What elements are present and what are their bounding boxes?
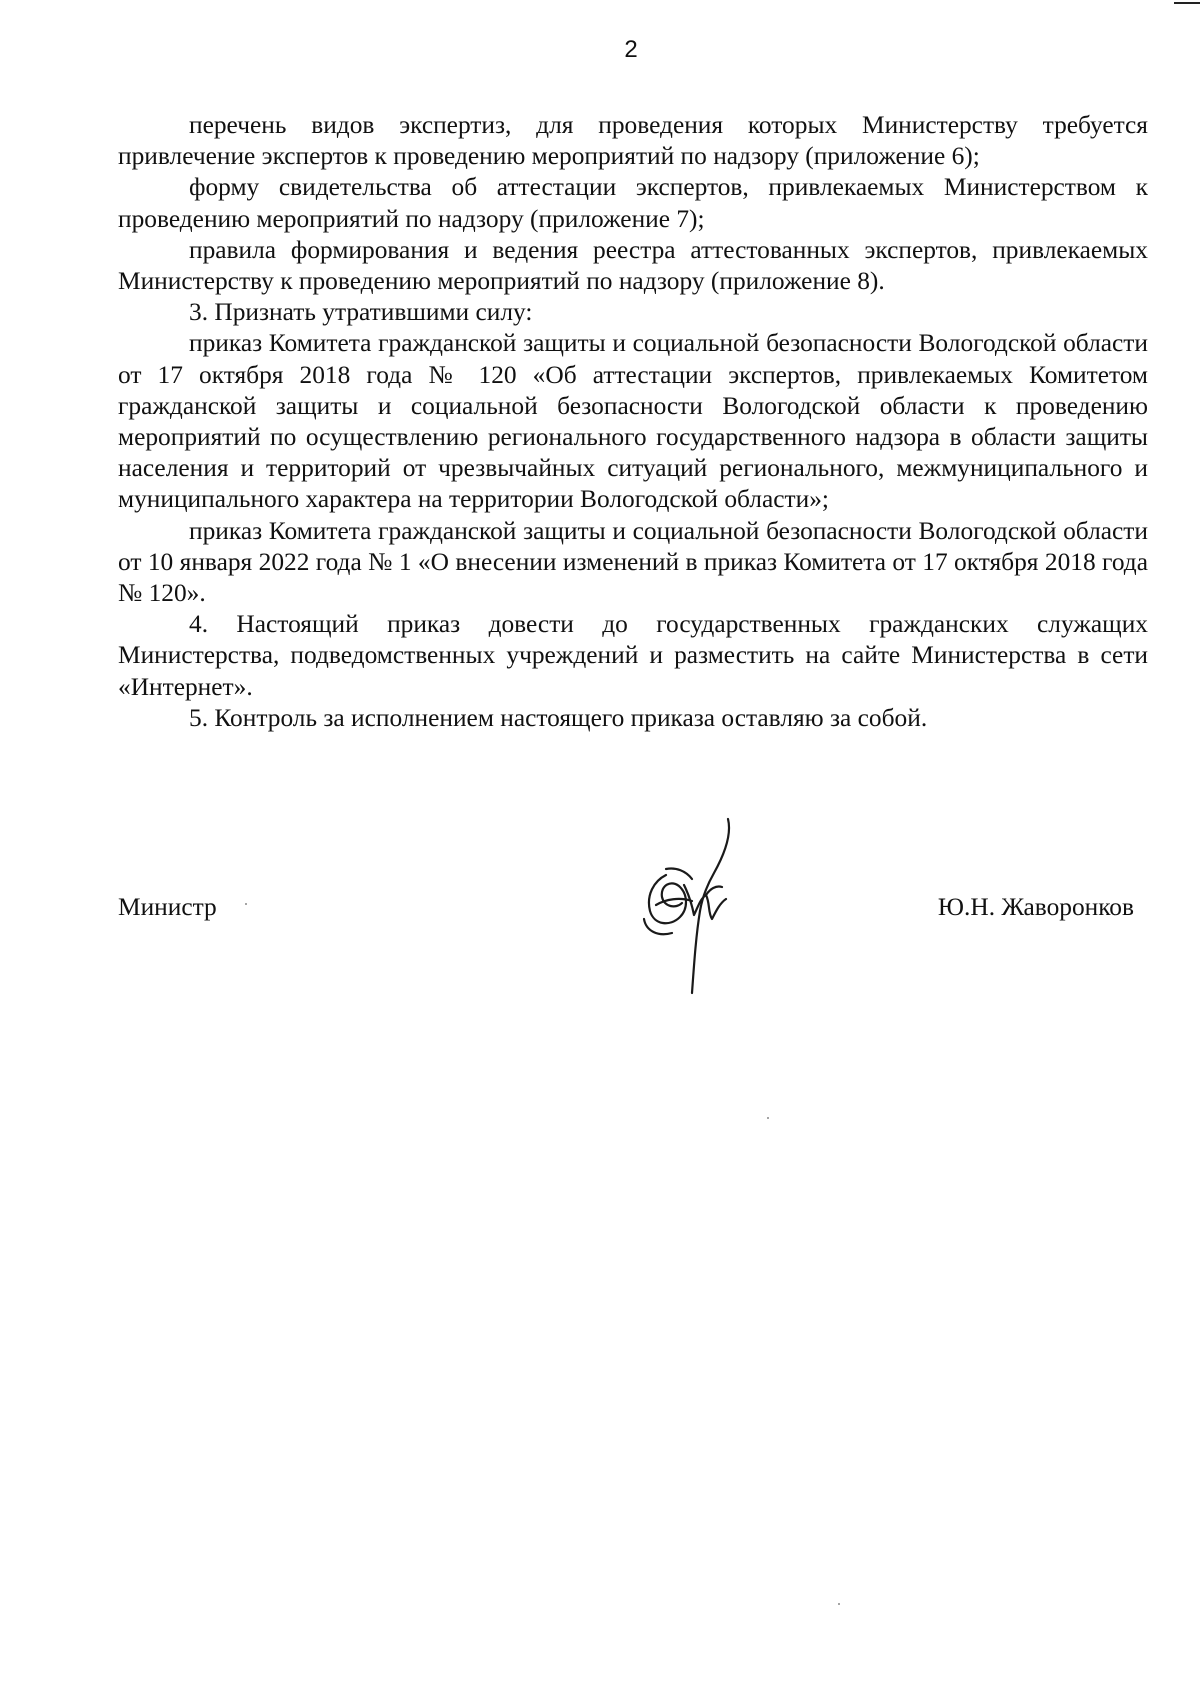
scan-speck bbox=[767, 1117, 769, 1119]
signatory-title: Министр bbox=[118, 893, 217, 921]
paragraph-expertise-list: перечень видов экспертиз, для проведения которых Министерству требуется привлечение экспертов к проведению мероприятий по надзору (приложение 6); bbox=[118, 111, 1148, 171]
document-body bbox=[118, 110, 1148, 734]
paragraph-certificate-form: форму свидетельства об аттестации экспертов, привлекаемых Министерством к проведению мероприятий по надзору (приложение 7); bbox=[118, 173, 1148, 233]
scan-speck bbox=[245, 903, 247, 905]
paragraph-item-4: 4. Настоящий приказ довести до государственных гражданских служащих Министерства, подведомственных учреждений и разместить на сайте Министерства в сети «Интернет». bbox=[118, 610, 1148, 701]
paragraph-item-3: 3. Признать утратившими силу: bbox=[189, 298, 533, 327]
page-number: 2 bbox=[624, 36, 638, 63]
paragraph-repealed-order-120: приказ Комитета гражданской защиты и социальной безопасности Вологодской области от 17 октября 2018 года № 120 «Об аттестации экспертов, привлекаемых Комитетом гражданской защиты и социальной безопасности Вологодской области к проведению мероприятий по осуществлению регионального государственного надзора в области защиты населения и территорий от чрезвычайных ситуаций регионального, межмуниципального и муниципального характера на территории Вологодской области»; bbox=[118, 329, 1148, 514]
scan-speck bbox=[838, 1603, 840, 1605]
signature-block bbox=[118, 893, 1148, 933]
paragraph-item-5: 5. Контроль за исполнением настоящего приказа оставляю за собой. bbox=[189, 703, 928, 732]
paragraph-repealed-order-1: приказ Комитета гражданской защиты и социальной безопасности Вологодской области от 10 января 2022 года № 1 «О внесении изменений в приказ Комитета от 17 октября 2018 года № 120». bbox=[118, 516, 1148, 608]
paragraph-registry-rules: правила формирования и ведения реестра аттестованных экспертов, привлекаемых Министерству к проведению мероприятий по надзору (приложение 8). bbox=[118, 235, 1148, 296]
signatory-name: Ю.Н. Жаворонков bbox=[937, 893, 1134, 921]
handwritten-signature bbox=[636, 815, 756, 995]
scan-edge-mark bbox=[1168, 0, 1200, 10]
